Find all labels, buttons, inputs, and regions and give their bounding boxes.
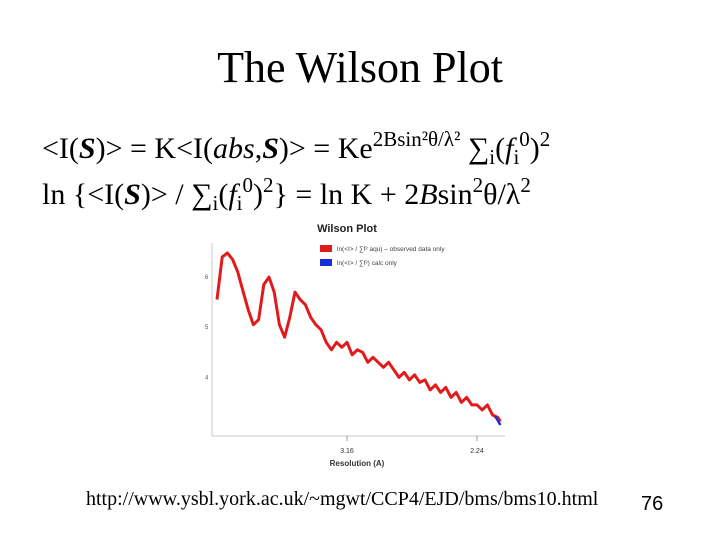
legend-swatch-calc: [320, 259, 332, 266]
page-number: 76: [641, 493, 664, 515]
chart-title: Wilson Plot: [317, 223, 377, 235]
y-tick-label: 4: [205, 375, 209, 382]
y-tick-label: 5: [205, 325, 209, 332]
x-tick-label: 2.24: [470, 448, 484, 455]
legend-label-calc: ln(<I> / ∑f²) calc only: [337, 260, 397, 267]
legend: [320, 245, 445, 267]
source-url[interactable]: http://www.ysbl.york.ac.uk/~mgwt/CCP4/EJD/bms/bms10.html: [86, 488, 599, 510]
equation-line-2: $\ln \{<I(S)> / \sum_i(f_i^0)^2\} = \ln K + 2Bsin^2\theta/\lambda^2$: [42, 173, 531, 215]
x-tick-label: 3.16: [340, 448, 354, 455]
y-tick-label: 6: [205, 275, 209, 282]
equation-line-1: $<I(S)> = K<I(abs,S)> = Ke^{2Bsin^2\theta/\lambda^2}$ $\sum_i(f_i^0)^2$: [42, 127, 551, 169]
wilson-plot-chart: [185, 215, 525, 475]
x-axis-label: Resolution (A): [329, 459, 385, 468]
legend-swatch-observed: [320, 245, 332, 252]
slide-title: The Wilson Plot: [217, 43, 503, 92]
legend-label-observed: ln(<I> / ∑f² aqu) – observed data only: [337, 246, 445, 253]
series-line-observed: [217, 253, 500, 422]
